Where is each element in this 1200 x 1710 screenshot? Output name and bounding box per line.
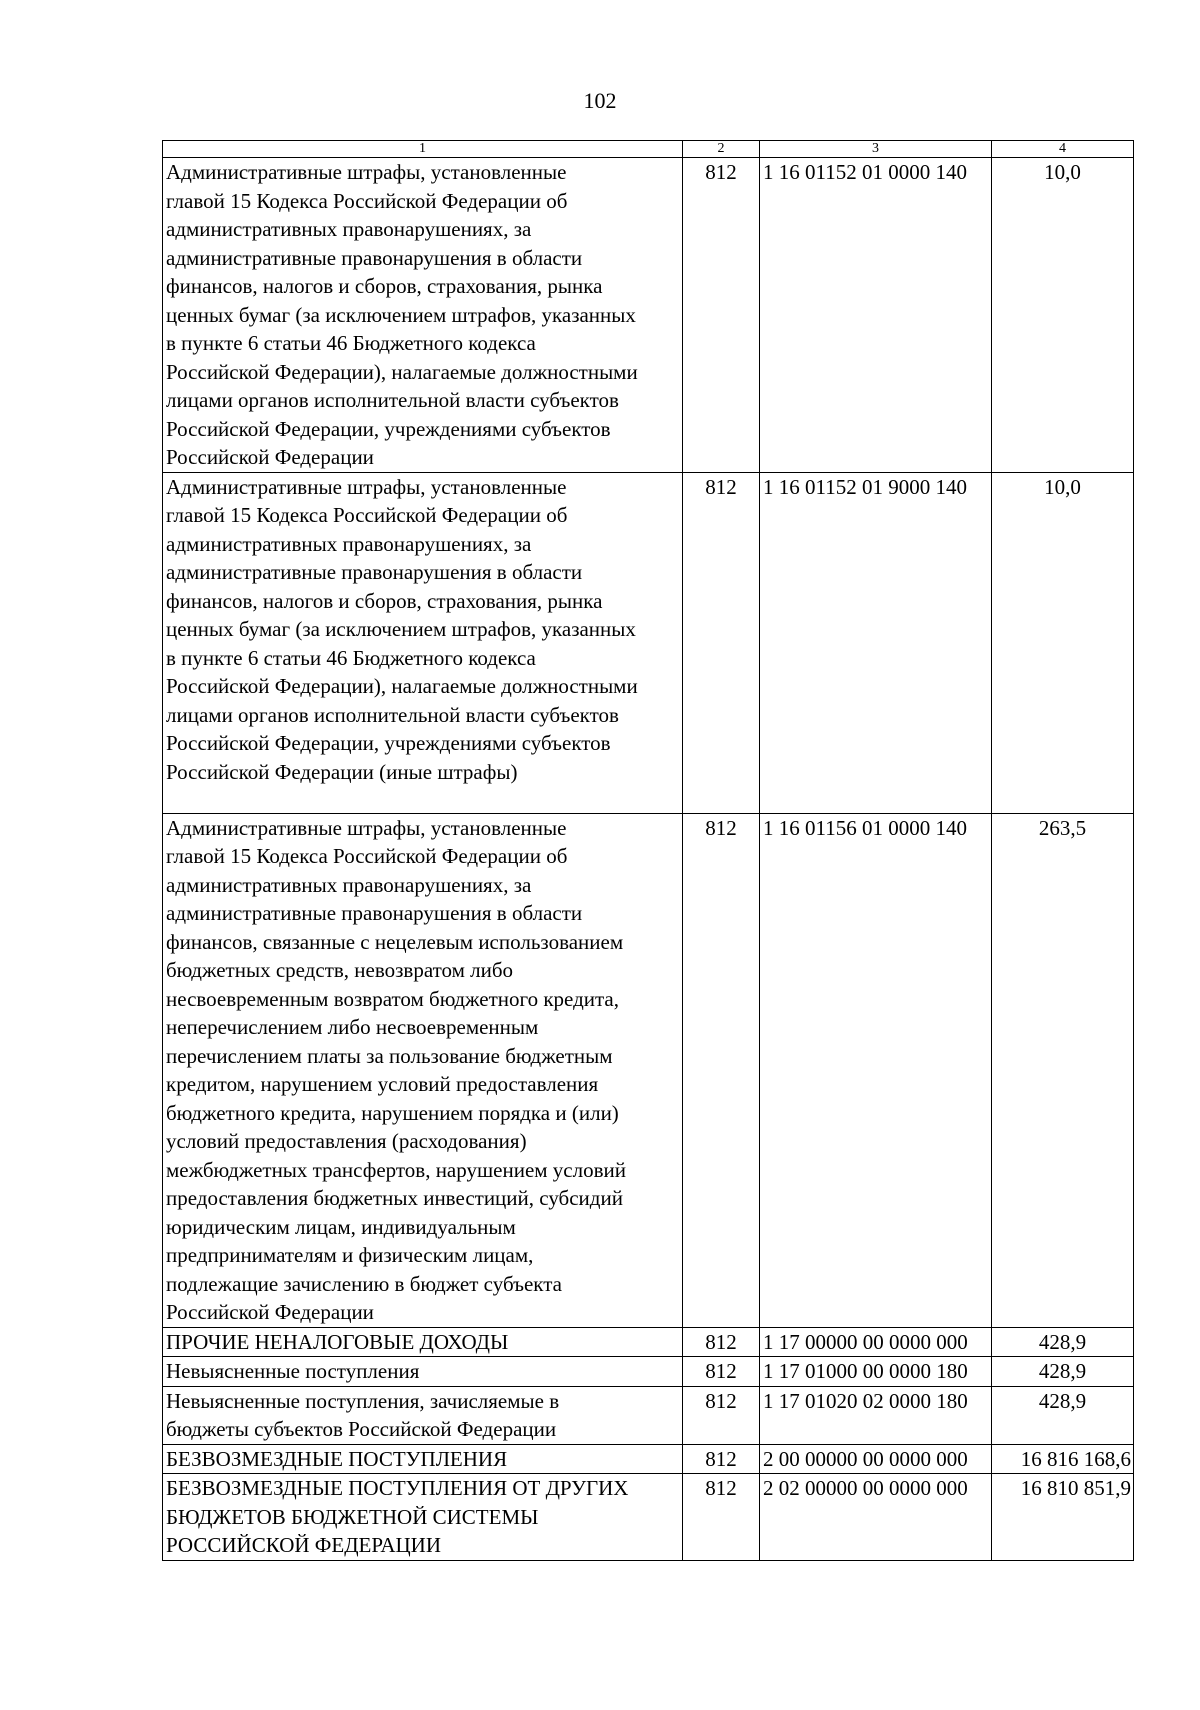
row-budget-code: 2 00 00000 00 0000 000 — [760, 1444, 992, 1474]
row-budget-code: 1 17 01000 00 0000 180 — [760, 1357, 992, 1387]
table-row — [163, 1474, 1134, 1561]
header-col-1: 1 — [163, 141, 683, 158]
row-budget-code: 1 16 01152 01 0000 140 — [760, 158, 992, 473]
row-description: Административные штрафы, установленные главой 15 Кодекса Российской Федерации об административных правонарушениях, за административные правонарушения в области финансов, налогов и сборов, страхования, рынка ценных бумаг (за исключением штрафов, указанных в пункте 6 статьи 46 Бюджетного кодекса Российской Федерации), налагаемые должностными лицами органов исполнительной власти субъектов Российской Федерации, учреждениями субъектов Российской Федерации (иные штрафы) — [163, 472, 683, 813]
row-admin-code: 812 — [683, 1474, 760, 1561]
row-amount: 263,5 — [992, 813, 1134, 1327]
table-row — [163, 158, 1134, 473]
header-col-3: 3 — [760, 141, 992, 158]
row-budget-code: 1 16 01152 01 9000 140 — [760, 472, 992, 813]
row-amount: 428,9 — [992, 1327, 1134, 1357]
page-number: 102 — [583, 88, 617, 113]
row-amount: 428,9 — [992, 1386, 1134, 1444]
table-row — [163, 813, 1134, 1327]
budget-table — [162, 140, 1134, 1561]
row-admin-code: 812 — [683, 1386, 760, 1444]
row-description: ПРОЧИЕ НЕНАЛОГОВЫЕ ДОХОДЫ — [163, 1327, 683, 1357]
header-col-2: 2 — [683, 141, 760, 158]
row-amount: 428,9 — [992, 1357, 1134, 1387]
row-description: БЕЗВОЗМЕЗДНЫЕ ПОСТУПЛЕНИЯ ОТ ДРУГИХ БЮДЖЕТОВ БЮДЖЕТНОЙ СИСТЕМЫ РОССИЙСКОЙ ФЕДЕРАЦИИ — [163, 1474, 683, 1561]
row-budget-code: 1 17 01020 02 0000 180 — [760, 1386, 992, 1444]
row-admin-code: 812 — [683, 1444, 760, 1474]
table-row — [163, 1357, 1134, 1387]
row-amount: 16 816 168,6 — [992, 1444, 1134, 1474]
row-budget-code: 1 17 00000 00 0000 000 — [760, 1327, 992, 1357]
row-admin-code: 812 — [683, 472, 760, 813]
table-row — [163, 1444, 1134, 1474]
row-description: Административные штрафы, установленные главой 15 Кодекса Российской Федерации об административных правонарушениях, за административные правонарушения в области финансов, связанные с нецелевым использованием бюджетных средств, невозвратом либо несвоевременным возвратом бюджетного кредита, неперечислением либо несвоевременным перечислением платы за пользование бюджетным кредитом, нарушением условий предоставления бюджетного кредита, нарушением порядка и (или) условий предоставления (расходования) межбюджетных трансфертов, нарушением условий предоставления бюджетных инвестиций, субсидий юридическим лицам, индивидуальным предпринимателям и физическим лицам, подлежащие зачислению в бюджет субъекта Российской Федерации — [163, 813, 683, 1327]
table-row — [163, 472, 1134, 813]
table-header-row — [163, 141, 1134, 158]
row-budget-code: 2 02 00000 00 0000 000 — [760, 1474, 992, 1561]
row-amount: 10,0 — [992, 158, 1134, 473]
row-amount: 10,0 — [992, 472, 1134, 813]
row-amount: 16 810 851,9 — [992, 1474, 1134, 1561]
row-description: Невыясненные поступления, зачисляемые в бюджеты субъектов Российской Федерации — [163, 1386, 683, 1444]
row-description: БЕЗВОЗМЕЗДНЫЕ ПОСТУПЛЕНИЯ — [163, 1444, 683, 1474]
header-col-4: 4 — [992, 141, 1134, 158]
row-admin-code: 812 — [683, 813, 760, 1327]
table-row — [163, 1386, 1134, 1444]
row-budget-code: 1 16 01156 01 0000 140 — [760, 813, 992, 1327]
table-row — [163, 1327, 1134, 1357]
row-description: Невыясненные поступления — [163, 1357, 683, 1387]
row-admin-code: 812 — [683, 1327, 760, 1357]
row-admin-code: 812 — [683, 1357, 760, 1387]
row-description: Административные штрафы, установленные главой 15 Кодекса Российской Федерации об административных правонарушениях, за административные правонарушения в области финансов, налогов и сборов, страхования, рынка ценных бумаг (за исключением штрафов, указанных в пункте 6 статьи 46 Бюджетного кодекса Российской Федерации), налагаемые должностными лицами органов исполнительной власти субъектов Российской Федерации, учреждениями субъектов Российской Федерации — [163, 158, 683, 473]
row-admin-code: 812 — [683, 158, 760, 473]
